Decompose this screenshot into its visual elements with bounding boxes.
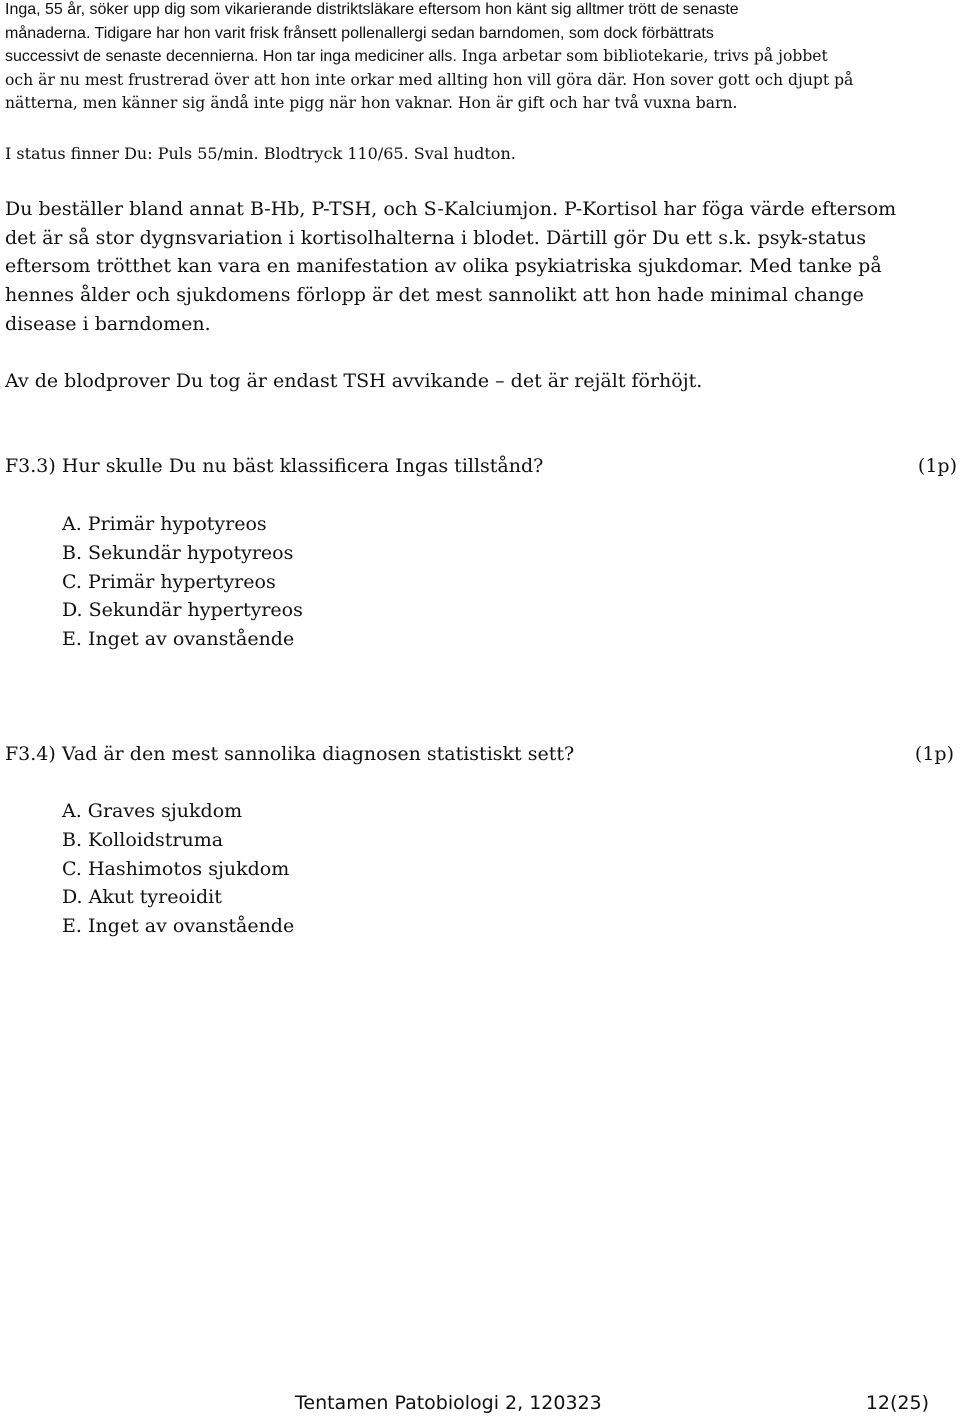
question-points: (1p) [914, 743, 954, 765]
answer-option: D. Akut tyreoidit [62, 886, 222, 909]
orders-line: det är så stor dygnsvariation i kortisolhalterna i blodet. Därtill gör Du ett s.k. psyk-status [5, 226, 867, 249]
lab-finding: Av de blodprover Du tog är endast TSH avvikande – det är rejält förhöjt. [5, 370, 703, 392]
orders-line: hennes ålder och sjukdomens förlopp är det mest sannolikt att hon hade minimal change [5, 284, 864, 307]
orders-line: Du beställer bland annat B-Hb, P-TSH, och S-Kalciumjon. P-Kortisol har föga värde eftersom [5, 198, 897, 220]
answer-option: E. Inget av ovanstående [62, 628, 295, 651]
question-text: F3.3) Hur skulle Du nu bäst klassificera Ingas tillstånd? [5, 455, 544, 477]
answer-option: B. Kolloidstruma [62, 828, 224, 851]
intro-line: Inga, 55 år, söker upp dig som vikarierande distriktsläkare eftersom hon känt sig alltmer trött de senaste [5, 1, 739, 18]
intro-line: månaderna. Tidigare har hon varit frisk frånsett pollenallergi sedan barndomen, som dock förbättrats [5, 24, 714, 42]
question-f3-3 [5, 452, 957, 480]
page-number: 12(25) [865, 1392, 929, 1414]
answer-options-f3-3 [62, 510, 303, 654]
answer-option: C. Primär hypertyreos [62, 570, 276, 593]
intro-line: nätterna, men känner sig ändå inte pigg när hon vaknar. Hon är gift och har två vuxna barn. [5, 94, 738, 112]
answer-option: A. Primär hypotyreos [62, 513, 267, 535]
page-footer [295, 1389, 929, 1417]
orders-paragraph [5, 195, 957, 339]
question-points: (1p) [917, 455, 957, 477]
orders-line: eftersom trötthet kan vara en manifestation av olika psykiatriska sjukdomar. Med tanke på [5, 255, 882, 278]
answer-option: D. Sekundär hypertyreos [62, 599, 303, 622]
status-findings: I status finner Du: Puls 55/min. Blodtryck 110/65. Sval hudton. [5, 144, 516, 163]
intro-line: successivt de senaste decennierna. Hon tar inga mediciner alls. Inga arbetar som bibliotekarie, trivs på jobbet [5, 47, 828, 65]
intro-line: och är nu mest frustrerad över att hon inte orkar med allting hon vill göra där. Hon sover gott och djupt på [5, 70, 854, 89]
orders-line: disease i barndomen. [5, 312, 211, 335]
answer-options-f3-4 [62, 797, 294, 941]
answer-option: A. Graves sjukdom [62, 800, 243, 822]
answer-option: E. Inget av ovanstående [62, 915, 295, 938]
answer-option: B. Sekundär hypotyreos [62, 541, 294, 564]
case-intro-paragraph [5, 0, 955, 116]
question-f3-4 [5, 740, 954, 768]
exam-title: Tentamen Patobiologi 2, 120323 [295, 1392, 602, 1414]
answer-option: C. Hashimotos sjukdom [62, 857, 290, 880]
question-text: F3.4) Vad är den mest sannolika diagnosen statistiskt sett? [5, 743, 575, 765]
